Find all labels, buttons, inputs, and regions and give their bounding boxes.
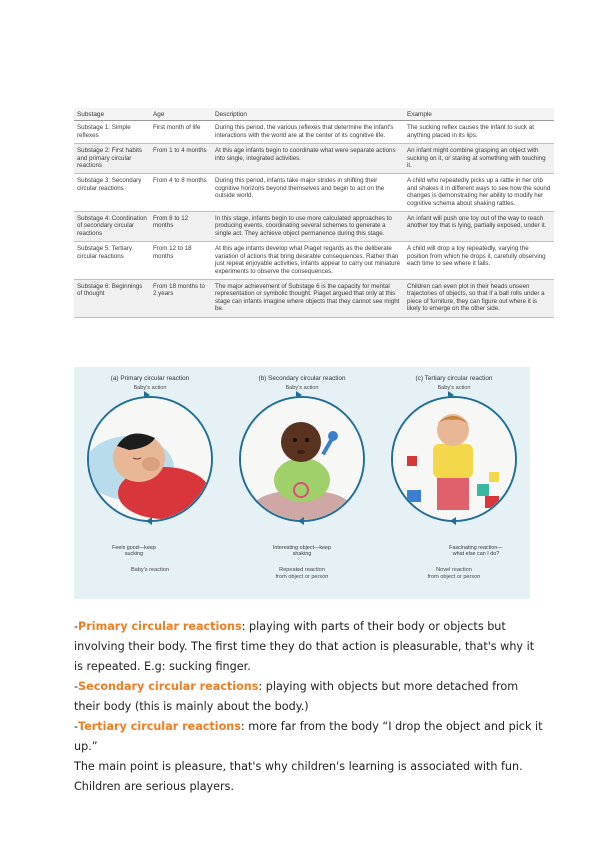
note-conclusion: The main point is pleasure, that's why children's learning is associated with fun. Children are serious players. — [74, 760, 523, 793]
secondary-illustration — [239, 396, 365, 522]
action-label: Baby's action — [437, 385, 471, 391]
notes-text — [74, 617, 544, 797]
reaction-label — [226, 567, 378, 581]
cell-description: The major achievement of Substage 6 is the capacity for mental representation or symbolic thought. Piaget argued that only at this stage can infants imagine where objects that they cannot see might be. — [212, 279, 404, 317]
cell-description: At this age infants begin to coordinate what were separate actions into single, integrated activities. — [212, 144, 404, 174]
note-tertiary-text: : more far from the body “I drop the object and pick it up.” — [74, 720, 543, 753]
dash: - — [74, 620, 79, 633]
panel-primary — [74, 367, 226, 599]
baby-with-rattle-icon — [241, 398, 363, 520]
panel-secondary — [226, 367, 378, 599]
table-row — [74, 121, 554, 144]
reaction-label — [378, 567, 530, 581]
cell-age: From 4 to 8 months — [150, 174, 212, 212]
circular-reactions-figure — [74, 367, 530, 599]
note-secondary — [74, 677, 544, 717]
inner-label: Interesting object—keep shaking — [272, 545, 332, 558]
cell-example: The sucking reflex causes the infant to suck at anything placed in its lips. — [404, 121, 554, 144]
header-description: Description — [212, 108, 404, 121]
arrow-left-icon — [298, 517, 304, 525]
reaction-label — [74, 567, 226, 574]
reaction-line-2: from object or person — [275, 574, 329, 580]
cell-age: From 12 to 18 months — [150, 242, 212, 280]
table-row — [74, 174, 554, 212]
cell-example: Children can even plot in their heads unseen trajectories of objects, so that if a ball rolls under a piece of furniture, they can figure out where it is likely to emerge on the other side. — [404, 279, 554, 317]
note-primary — [74, 617, 544, 677]
note-secondary-text: : playing with objects but more detached from their body (this is mainly about the body.) — [74, 680, 519, 713]
table-row — [74, 279, 554, 317]
cell-description: In this stage, infants begin to use more calculated approaches to producing events, coordinating several schemes to generate a single act. They achieve object permanence during this stage. — [212, 212, 404, 242]
sleeping-baby-icon — [89, 398, 211, 520]
inner-label: Feels good—keep sucking — [112, 545, 156, 558]
tertiary-illustration — [391, 396, 517, 522]
arrow-left-icon — [450, 517, 456, 525]
cell-age: From 18 months to 2 years — [150, 279, 212, 317]
cell-description: During this period, infants take major strides in shifting their cognitive horizons beyond themselves and begin to act on the outside world. — [212, 174, 404, 212]
action-label: Baby's action — [133, 385, 167, 391]
dash: - — [74, 720, 79, 733]
panel-title: (c) Tertiary circular reaction — [415, 375, 493, 382]
reaction-line-2: from object or person — [427, 574, 481, 580]
cell-age: From 8 to 12 months — [150, 212, 212, 242]
table-row — [74, 144, 554, 174]
reaction-line-1: Novel reaction — [436, 567, 472, 573]
cell-substage: Substage 5: Tertiary circular reactions — [74, 242, 150, 280]
cell-age: From 1 to 4 months — [150, 144, 212, 174]
inner-label: Fascinating reaction—what else can I do? — [449, 545, 503, 558]
cell-description: During this period, the various reflexes that determine the infant's interactions with the world are at the center of its cognitive life. — [212, 121, 404, 144]
cell-substage: Substage 1: Simple reflexes — [74, 121, 150, 144]
panel-title: (a) Primary circular reaction — [110, 375, 190, 382]
cell-substage: Substage 3: Secondary circular reactions — [74, 174, 150, 212]
header-substage: Substage — [74, 108, 150, 121]
cell-substage: Substage 4: Coordination of secondary circular reactions — [74, 212, 150, 242]
arrow-left-icon — [146, 517, 152, 525]
term-tertiary: Tertiary circular reactions — [78, 720, 241, 733]
cell-example: A child who repeatedly picks up a rattle in her crib and shakes it in different ways to see how the sound changes is demonstrating her ability to modify her cognitive schema about shaking rattles. — [404, 174, 554, 212]
reaction-line-1: Repeated reaction — [279, 567, 325, 573]
cell-age: First month of life — [150, 121, 212, 144]
toddler-with-blocks-icon — [393, 398, 515, 520]
cell-example: An infant will push one toy out of the way to reach another toy that is lying, partially exposed, under it. — [404, 212, 554, 242]
dash: - — [74, 680, 79, 693]
panel-title: (b) Secondary circular reaction — [258, 375, 346, 382]
substages-table — [74, 108, 554, 318]
table-row — [74, 242, 554, 280]
cell-substage: Substage 2: First habits and primary circular reactions — [74, 144, 150, 174]
panel-tertiary — [378, 367, 530, 599]
cell-example: A child will drop a toy repeatedly, varying the position from which he drops it, carefully observing each time to see where it falls. — [404, 242, 554, 280]
note-tertiary — [74, 717, 544, 757]
table-header-row — [74, 108, 554, 121]
cell-description: At this age infants develop what Piaget regards as the deliberate variation of actions that bring desirable consequences. Rather than just repeat enjoyable activities, infants appear to carry out miniature experiments to observe the consequences. — [212, 242, 404, 280]
action-label: Baby's action — [285, 385, 319, 391]
cell-substage: Substage 6: Beginnings of thought — [74, 279, 150, 317]
header-example: Example — [404, 108, 554, 121]
cell-example: An infant might combine grasping an object with sucking on it, or staring at something with touching it. — [404, 144, 554, 174]
primary-illustration — [87, 396, 213, 522]
term-primary: Primary circular reactions — [78, 620, 242, 633]
note-primary-text: : playing with parts of their body or objects but involving their body. The first time they do that action is pleasurable, that's why it is repeated. E.g: sucking finger. — [74, 620, 535, 673]
table-row — [74, 212, 554, 242]
header-age: Age — [150, 108, 212, 121]
term-secondary: Secondary circular reactions — [78, 680, 259, 693]
reaction-line-1: Baby's reaction — [130, 567, 170, 573]
